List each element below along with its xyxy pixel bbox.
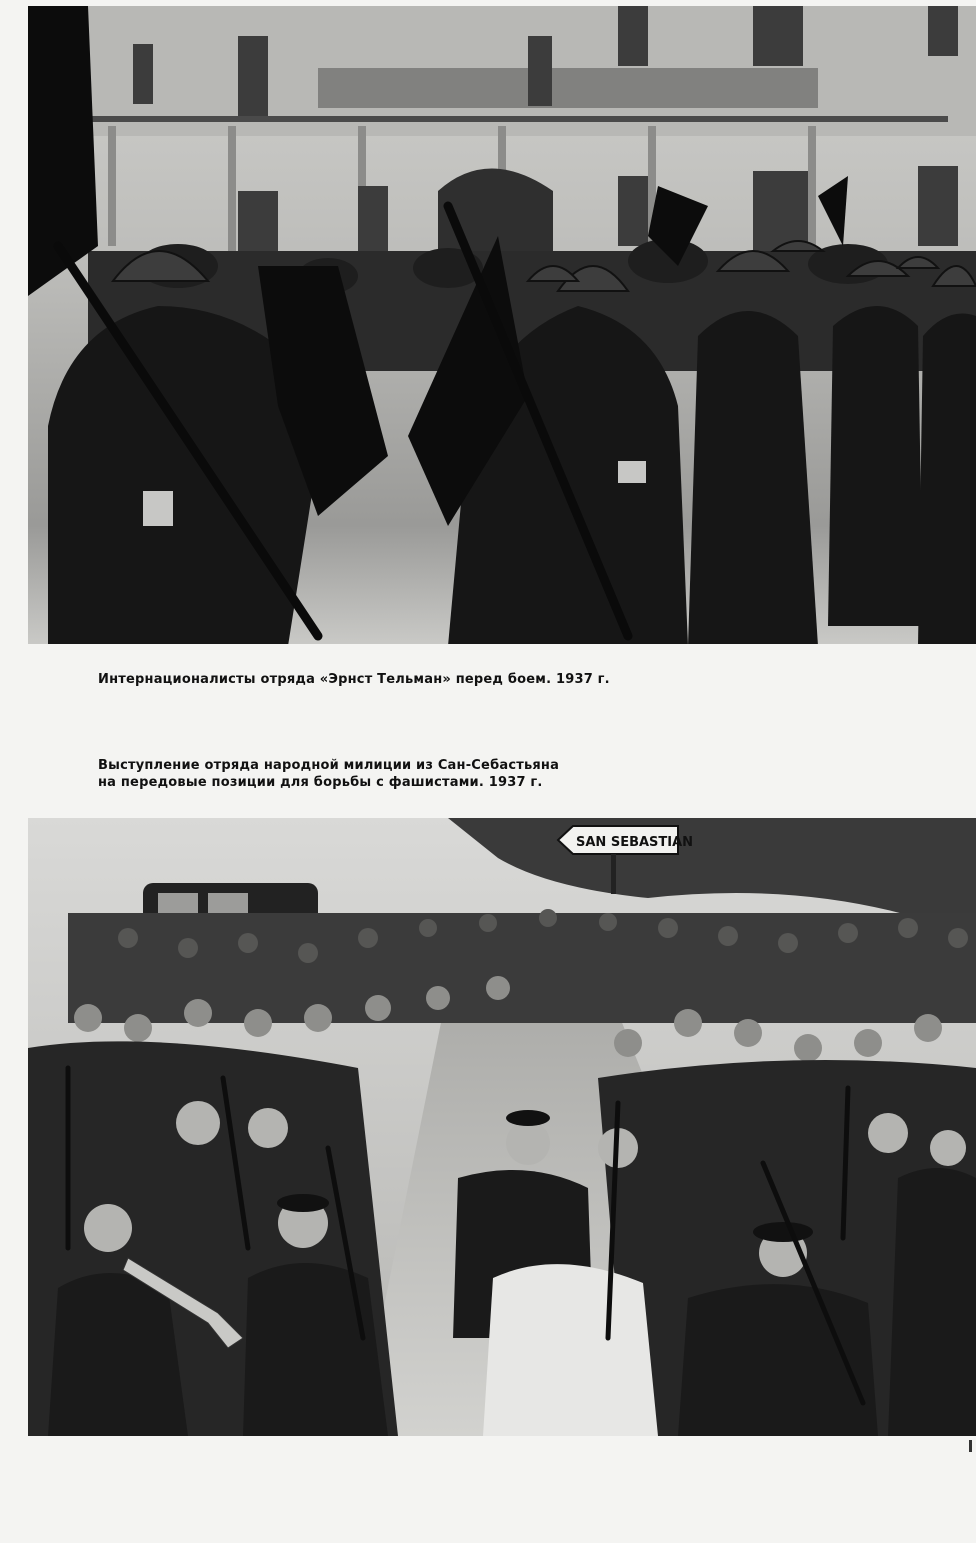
photo-san-sebastian-militia (28, 818, 976, 1436)
photo-thaelmann-detachment (28, 6, 976, 644)
caption-bottom (98, 757, 559, 791)
page-edge-mark (969, 1440, 972, 1452)
caption-top-text: Интернационалисты отряда «Эрнст Тельман» перед боем. 1937 г. (98, 672, 610, 687)
caption-top (98, 671, 610, 688)
caption-bottom-line-1: Выступление отряда народной милиции из Сан-Себастьяна (98, 758, 560, 773)
photo-bottom-illustration (28, 818, 976, 1436)
caption-bottom-line-2: на передовые позиции для борьбы с фашистами. 1937 г. (98, 775, 543, 790)
photo-top-illustration (28, 6, 976, 644)
road-sign-text: SAN SEBASTIAN (576, 835, 694, 850)
